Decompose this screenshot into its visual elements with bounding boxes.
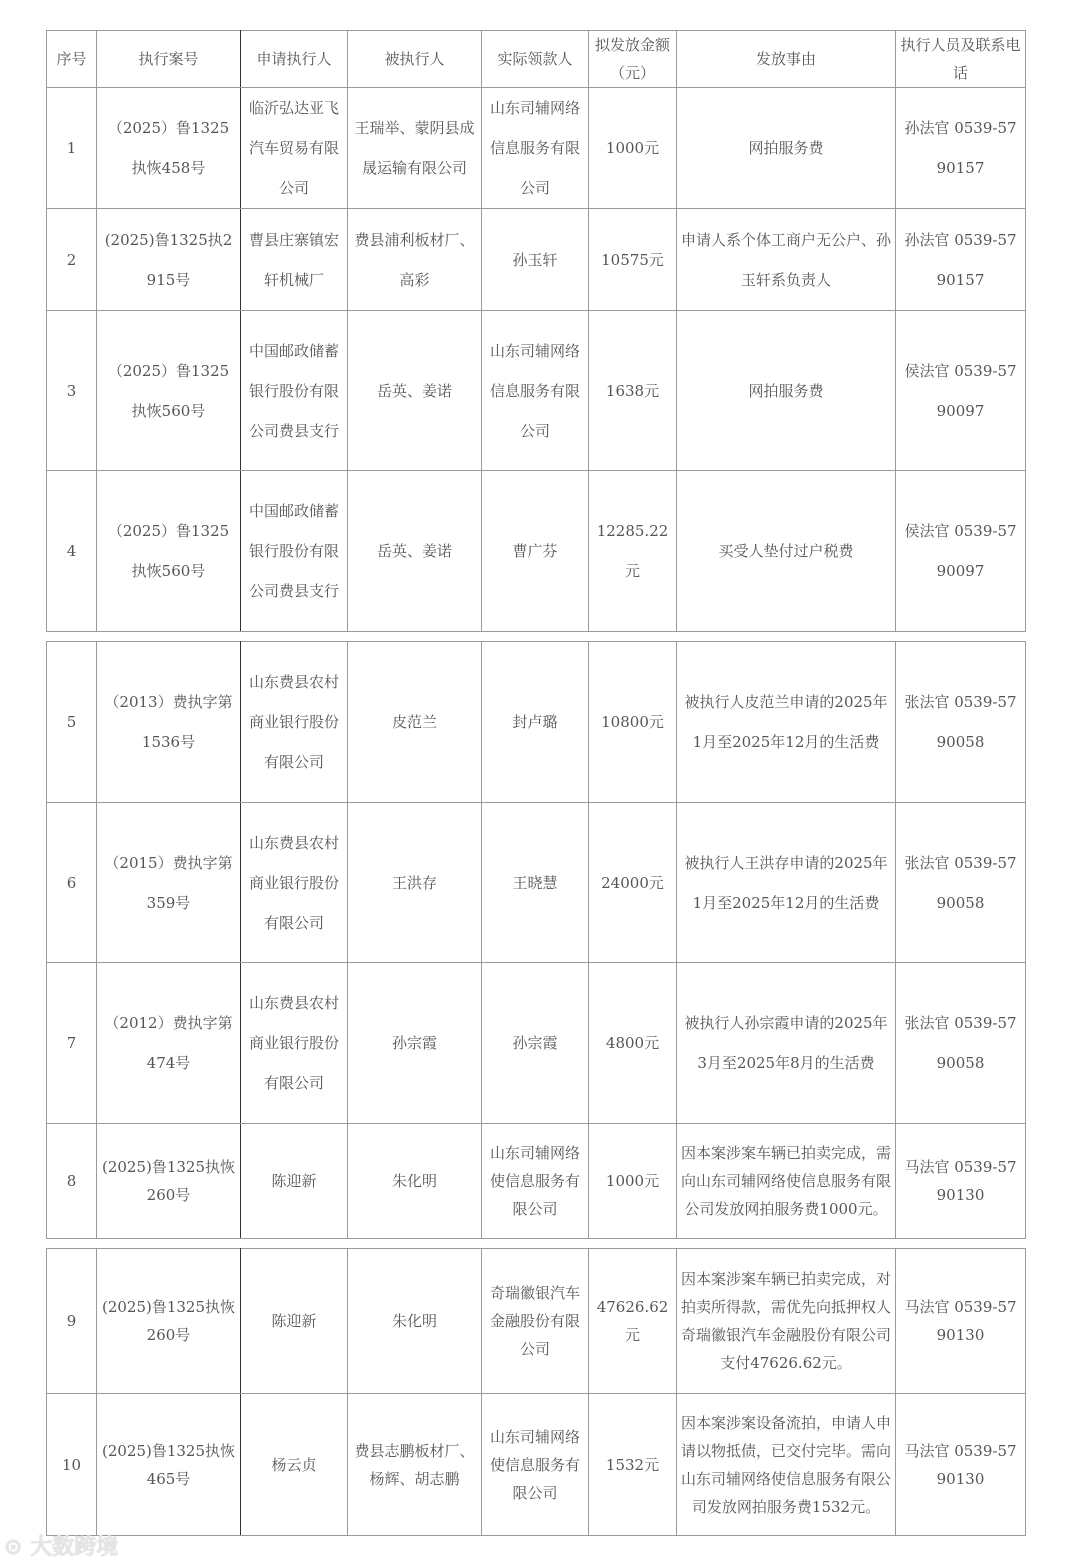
- cell-index: 10: [47, 1394, 97, 1536]
- header-respondent: 被执行人: [348, 31, 482, 88]
- cell-officer-contact: 张法官 0539-5790058: [896, 963, 1026, 1124]
- header-row: [47, 31, 1026, 88]
- cell-payee: 山东司辅网络使信息服务有限公司: [482, 1394, 589, 1536]
- table-row: [47, 1394, 1026, 1536]
- cell-applicant: 中国邮政储蓄银行股份有限公司费县支行: [241, 311, 348, 471]
- cell-reason: 被执行人王洪存申请的2025年1月至2025年12月的生活费: [677, 803, 896, 963]
- header-payee: 实际领款人: [482, 31, 589, 88]
- header-amount: 拟发放金额（元）: [589, 31, 677, 88]
- cell-index: 4: [47, 471, 97, 632]
- cell-respondent: 孙宗霞: [348, 963, 482, 1124]
- cell-case-number: (2025)鲁1325执恢465号: [97, 1394, 241, 1536]
- cell-reason: 网拍服务费: [677, 88, 896, 209]
- cell-payee: 孙玉轩: [482, 209, 589, 311]
- cell-applicant: 曹县庄寨镇宏轩机械厂: [241, 209, 348, 311]
- cell-amount: 10800元: [589, 642, 677, 803]
- cell-applicant: 山东费县农村商业银行股份有限公司: [241, 642, 348, 803]
- table-row: [47, 963, 1026, 1124]
- cell-case-number: （2025）鲁1325执恢560号: [97, 471, 241, 632]
- table-row: [47, 209, 1026, 311]
- cell-reason: 申请人系个体工商户无公户、孙玉轩系负责人: [677, 209, 896, 311]
- cell-index: 7: [47, 963, 97, 1124]
- cell-respondent: 岳英、姜诺: [348, 471, 482, 632]
- cell-payee: 曹广芬: [482, 471, 589, 632]
- cell-case-number: （2013）费执字第1536号: [97, 642, 241, 803]
- table-row: [47, 88, 1026, 209]
- cell-payee: 王晓慧: [482, 803, 589, 963]
- header-reason: 发放事由: [677, 31, 896, 88]
- cell-officer-contact: 孙法官 0539-5790157: [896, 88, 1026, 209]
- cell-amount: 1638元: [589, 311, 677, 471]
- cell-reason: 买受人垫付过户税费: [677, 471, 896, 632]
- header-index: 序号: [47, 31, 97, 88]
- header-applicant: 申请执行人: [241, 31, 348, 88]
- table-row: [47, 311, 1026, 471]
- cell-index: 6: [47, 803, 97, 963]
- cell-case-number: （2025）鲁1325执恢560号: [97, 311, 241, 471]
- table-row: [47, 642, 1026, 803]
- cell-officer-contact: 侯法官 0539-5790097: [896, 471, 1026, 632]
- cell-applicant: 陈迎新: [241, 1249, 348, 1394]
- cell-index: 9: [47, 1249, 97, 1394]
- cell-payee: 山东司辅网络信息服务有限公司: [482, 311, 589, 471]
- table-row: [47, 471, 1026, 632]
- cell-amount: 10575元: [589, 209, 677, 311]
- cell-index: 8: [47, 1124, 97, 1239]
- cell-officer-contact: 侯法官 0539-5790097: [896, 311, 1026, 471]
- header-case-number: 执行案号: [97, 31, 241, 88]
- cell-officer-contact: 马法官 0539-5790130: [896, 1124, 1026, 1239]
- cell-reason: 因本案涉案设备流拍，申请人申请以物抵债，已交付完毕。需向山东司辅网络使信息服务有限公司发放网拍服务费1532元。: [677, 1394, 896, 1536]
- table-row: [47, 1249, 1026, 1394]
- watermark-text: 大数跨境: [30, 1535, 119, 1560]
- cell-respondent: 朱化明: [348, 1249, 482, 1394]
- cell-respondent: 王瑞举、蒙阴县成晟运输有限公司: [348, 88, 482, 209]
- cell-respondent: 朱化明: [348, 1124, 482, 1239]
- watermark-logo: ⊙ 大数跨境: [4, 1535, 119, 1560]
- disbursement-table-part-1: [46, 30, 1026, 632]
- cell-payee: 山东司辅网络使信息服务有限公司: [482, 1124, 589, 1239]
- cell-applicant: 杨云贞: [241, 1394, 348, 1536]
- table-row: [47, 803, 1026, 963]
- cell-case-number: （2012）费执字第474号: [97, 963, 241, 1124]
- cell-payee: 山东司辅网络信息服务有限公司: [482, 88, 589, 209]
- cell-officer-contact: 马法官 0539-5790130: [896, 1249, 1026, 1394]
- cell-amount: 47626.62元: [589, 1249, 677, 1394]
- cell-applicant: 陈迎新: [241, 1124, 348, 1239]
- cell-amount: 12285.22元: [589, 471, 677, 632]
- cell-respondent: 王洪存: [348, 803, 482, 963]
- cell-case-number: (2025)鲁1325执恢260号: [97, 1249, 241, 1394]
- cell-payee: 封卢璐: [482, 642, 589, 803]
- cell-officer-contact: 张法官 0539-5790058: [896, 803, 1026, 963]
- cell-respondent: 费县志鹏板材厂、杨辉、胡志鹏: [348, 1394, 482, 1536]
- cell-amount: 4800元: [589, 963, 677, 1124]
- cell-case-number: （2015）费执字第359号: [97, 803, 241, 963]
- cell-officer-contact: 孙法官 0539-5790157: [896, 209, 1026, 311]
- cell-index: 1: [47, 88, 97, 209]
- cell-respondent: 费县浦利板材厂、高彩: [348, 209, 482, 311]
- cell-reason: 网拍服务费: [677, 311, 896, 471]
- cell-amount: 1000元: [589, 1124, 677, 1239]
- disbursement-table-part-2: [46, 641, 1026, 1239]
- disbursement-table-part-3: [46, 1248, 1026, 1536]
- cell-payee: 孙宗霞: [482, 963, 589, 1124]
- cell-reason: 因本案涉案车辆已拍卖完成，对拍卖所得款，需优先向抵押权人奇瑞徽银汽车金融股份有限公司支付47626.62元。: [677, 1249, 896, 1394]
- cell-reason: 因本案涉案车辆已拍卖完成，需向山东司辅网络使信息服务有限公司发放网拍服务费1000元。: [677, 1124, 896, 1239]
- cell-case-number: (2025)鲁1325执2915号: [97, 209, 241, 311]
- header-officer-contact: 执行人员及联系电话: [896, 31, 1026, 88]
- cell-officer-contact: 马法官 0539-5790130: [896, 1394, 1026, 1536]
- cell-index: 3: [47, 311, 97, 471]
- cell-payee: 奇瑞徽银汽车金融股份有限公司: [482, 1249, 589, 1394]
- table-row: [47, 1124, 1026, 1239]
- cell-respondent: 岳英、姜诺: [348, 311, 482, 471]
- cell-applicant: 山东费县农村商业银行股份有限公司: [241, 963, 348, 1124]
- cell-amount: 1532元: [589, 1394, 677, 1536]
- cell-reason: 被执行人皮范兰申请的2025年1月至2025年12月的生活费: [677, 642, 896, 803]
- cell-index: 2: [47, 209, 97, 311]
- cell-case-number: （2025）鲁1325执恢458号: [97, 88, 241, 209]
- cell-applicant: 山东费县农村商业银行股份有限公司: [241, 803, 348, 963]
- cell-reason: 被执行人孙宗霞申请的2025年3月至2025年8月的生活费: [677, 963, 896, 1124]
- cell-respondent: 皮范兰: [348, 642, 482, 803]
- cell-case-number: (2025)鲁1325执恢260号: [97, 1124, 241, 1239]
- cell-applicant: 临沂弘达亚飞汽车贸易有限公司: [241, 88, 348, 209]
- cell-index: 5: [47, 642, 97, 803]
- cell-applicant: 中国邮政储蓄银行股份有限公司费县支行: [241, 471, 348, 632]
- cell-amount: 24000元: [589, 803, 677, 963]
- cell-amount: 1000元: [589, 88, 677, 209]
- cell-officer-contact: 张法官 0539-5790058: [896, 642, 1026, 803]
